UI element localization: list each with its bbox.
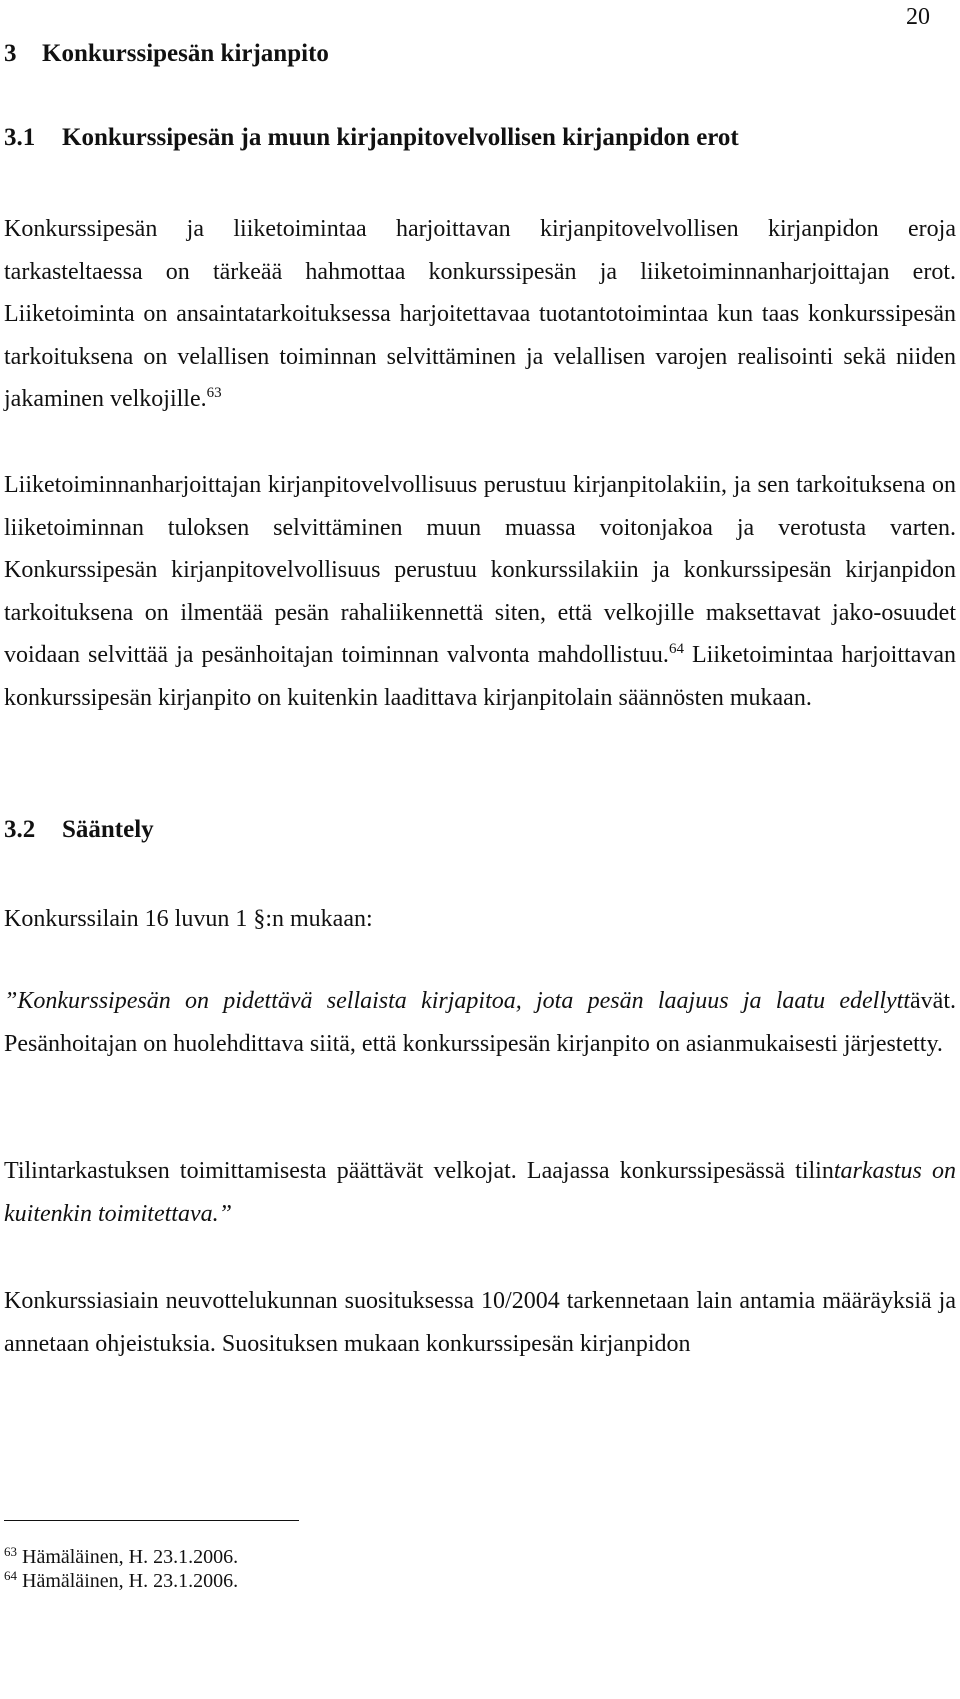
section-title: Sääntely (62, 816, 154, 843)
footnote-63 (4, 1546, 238, 1568)
paragraph-4 (4, 1280, 956, 1365)
footnote-text: Hämäläinen, H. 23.1.2006. (22, 1570, 239, 1592)
paragraph-1 (4, 208, 956, 421)
section-heading-3-2 (4, 816, 154, 844)
law-quote-1 (4, 980, 956, 1065)
footnote-ref-63: 63 (206, 385, 222, 401)
law-quote-2-text: Tilintarkastuksen toimittamisesta päättävät velkojat. Laajassa konkurssipesässä tilin (4, 1158, 834, 1184)
footnote-number: 63 (4, 1544, 17, 1559)
law-quote-1-rest: ävät. Pesänhoitajan on huolehdittava siitä, että konkurssipesän kirjanpito on asianmukaisesti järjestetty. (4, 988, 956, 1057)
paragraph-1-text: Konkurssipesän ja liiketoimintaa harjoittavan kirjanpitovelvollisen kirjanpidon eroja tarkasteltaessa on tärkeää hahmottaa konkurssipesän ja liiketoiminnanharjoittajan erot. Liiketoiminta on ansaintatarkoituksessa harjoitettavaa tuotantotoimintaa kun taas konkurssipesän tarkoituksena on velallisen toiminnan selvittäminen ja velallisen varojen realisointi sekä niiden jakaminen velkojille. (4, 216, 956, 412)
paragraph-2-text-a: Liiketoiminnanharjoittajan kirjanpitovelvollisuus perustuu kirjanpitolakiin, ja sen tarkoituksena on liiketoiminnan tuloksen selvittäminen muun muassa voitonjakoa ja verotusta varten. Konkurssipesän kirjanpitovelvollisuus perustuu konkurssilakiin ja konkurssipesän kirjanpidon tarkoituksena on ilmentää pesän rahaliikennettä siten, että velkojille maksettavat jako-osuudet voidaan selvittää ja pesänhoitajan toiminnan valvonta mahdollistuu. (4, 472, 956, 668)
page-number: 20 (906, 4, 930, 30)
section-number: 3.1 (4, 124, 36, 151)
section-number: 3.2 (4, 816, 36, 843)
chapter-heading (4, 40, 329, 68)
footnote-64 (4, 1570, 238, 1592)
paragraph-2 (4, 464, 956, 719)
footnote-separator (4, 1520, 299, 1521)
paragraph-2-text-b: Liiketoimintaa harjoittavan konkurssipesän kirjanpito on kuitenkin laadittava kirjanpitolain säännösten mukaan. (4, 642, 956, 711)
paragraph-4-text: Konkurssiasiain neuvottelukunnan suosituksessa 10/2004 tarkennetaan lain antamia määräyksiä ja annetaan ohjeistuksia. Suosituksen mukaan konkurssipesän kirjanpidon (4, 1288, 956, 1357)
law-quote-2 (4, 1150, 956, 1235)
law-quote-2-italic: tarkastus on kuitenkin toimitettava.” (4, 1158, 956, 1227)
paragraph-3-text: Konkurssilain 16 luvun 1 §:n mukaan: (4, 906, 373, 932)
section-title: Konkurssipesän ja muun kirjanpitovelvollisen kirjanpidon erot (62, 124, 739, 151)
section-heading-3-1 (4, 124, 739, 152)
law-quote-1-italic: ”Konkurssipesän on pidettävä sellaista kirjapitoa, jota pesän laajuus ja laatu edellytt (4, 988, 911, 1014)
footnote-ref-64: 64 (668, 641, 684, 657)
footnote-text: Hämäläinen, H. 23.1.2006. (22, 1546, 239, 1568)
footnote-number: 64 (4, 1568, 17, 1583)
paragraph-3 (4, 898, 956, 941)
chapter-number: 3 (4, 40, 17, 67)
chapter-title: Konkurssipesän kirjanpito (42, 40, 329, 67)
